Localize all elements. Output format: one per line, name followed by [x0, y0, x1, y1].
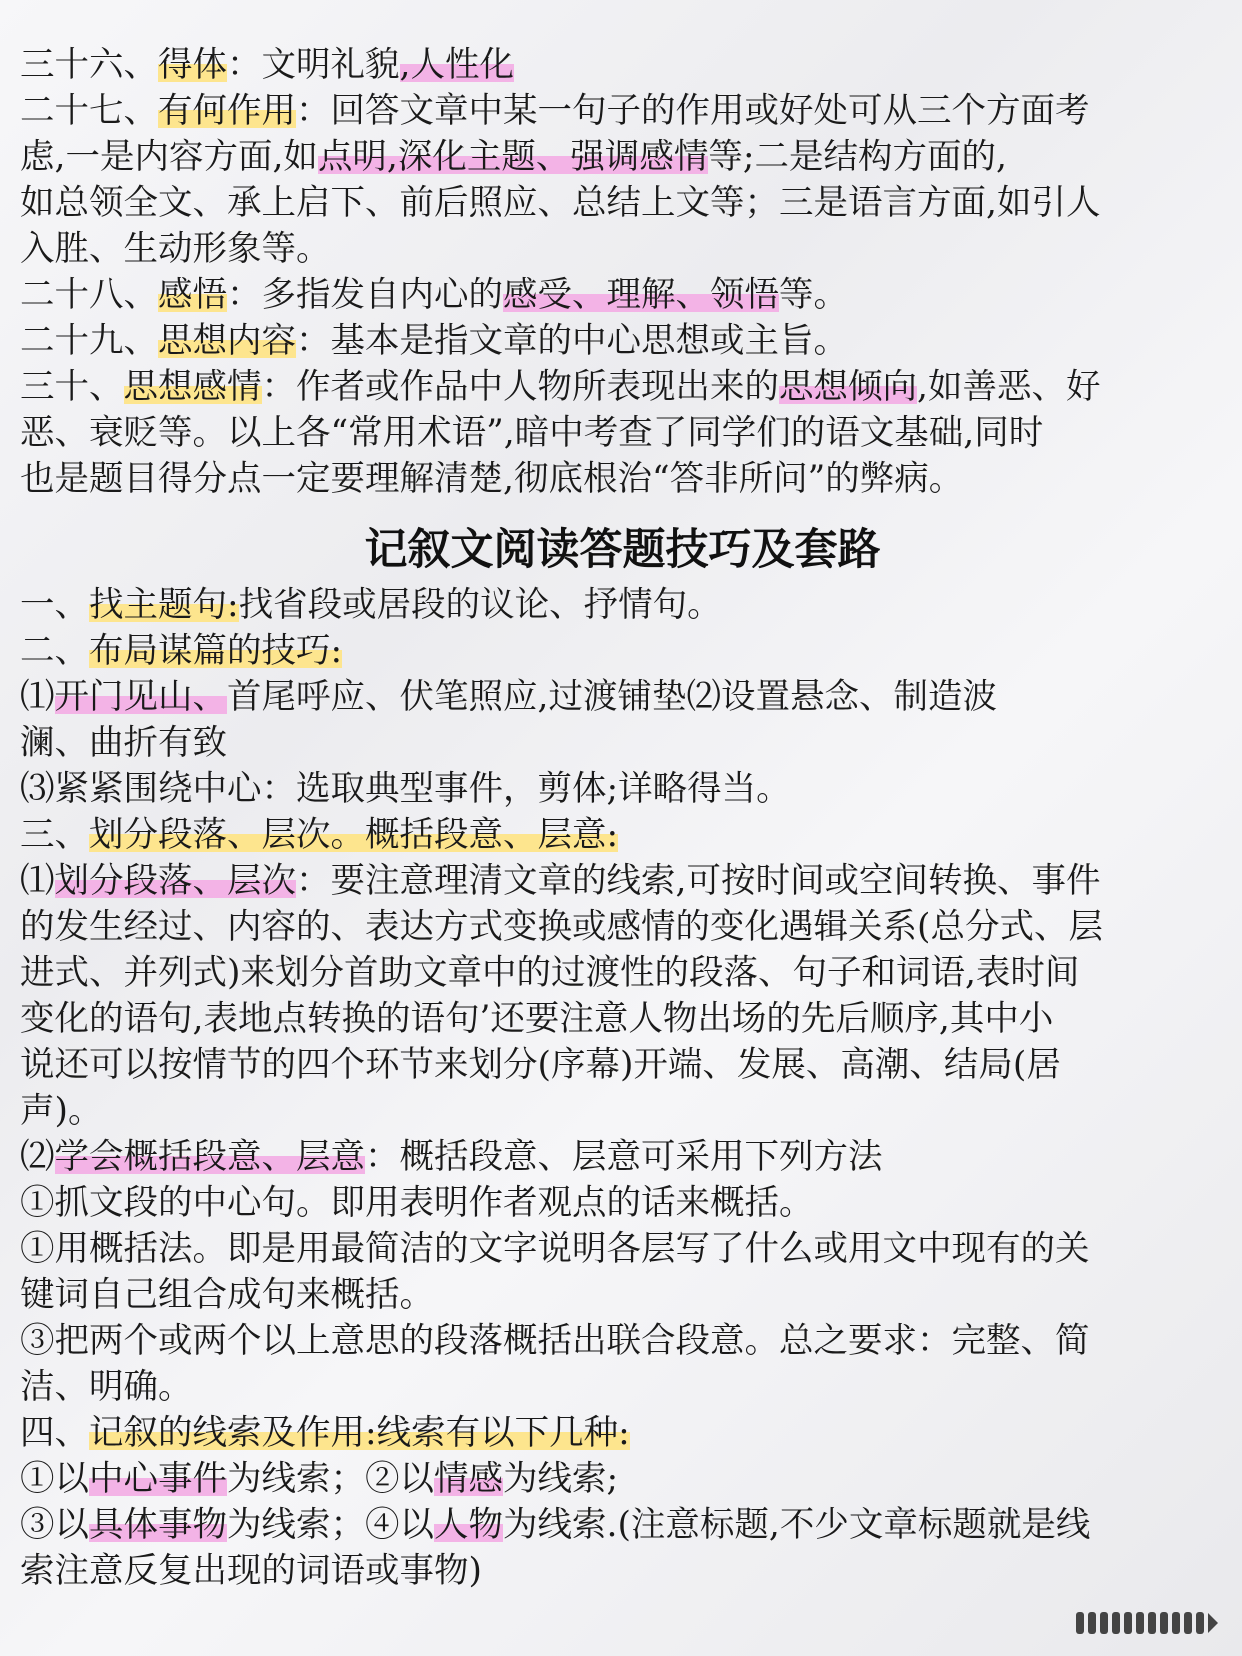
highlighted-term: ,人性化 — [399, 45, 514, 85]
highlighted-term: 感悟 — [158, 275, 227, 315]
text-segment: 进式、并列式)来划分首助文章中的过渡性的段落、句子和词语,表时间 — [20, 953, 1080, 993]
text-segment: 如总领全文、承上启下、前后照应、总结上文等；三是语言方面,如引人 — [20, 183, 1101, 223]
text-line — [20, 1410, 1225, 1456]
text-line — [20, 582, 1225, 628]
text-segment: ①抓文段的中心句。即用表明作者观点的话来概括。 — [20, 1183, 814, 1223]
text-line — [20, 950, 1225, 996]
text-line — [20, 628, 1225, 674]
text-segment: 变化的语句,表地点转换的语句’还要注意人物出场的先后顺序,其中小 — [20, 999, 1054, 1039]
text-line — [20, 720, 1225, 766]
text-segment: ①用概括法。即是用最简洁的文字说明各层写了什么或用文中现有的关 — [20, 1229, 1090, 1269]
text-line — [20, 674, 1225, 720]
text-line — [20, 996, 1225, 1042]
highlighted-term: 具体事物 — [89, 1505, 227, 1545]
text-segment: ⑴ — [20, 677, 55, 717]
text-segment: 恶、衰贬等。以上各“常用术语”,暗中考查了同学们的语文基础,同时 — [20, 413, 1044, 453]
text-segment: 三十、 — [20, 367, 124, 407]
highlighted-term: 找主题句: — [89, 585, 239, 625]
highlighted-term: 记叙的线索及作用:线索有以下几种: — [89, 1413, 630, 1453]
text-line — [20, 1502, 1225, 1548]
text-segment: 为线索；④以 — [227, 1505, 434, 1545]
text-segment: 澜、曲折有致 — [20, 723, 227, 763]
section-title — [20, 520, 1225, 580]
text-segment: 记叙文阅读答题技巧及套路 — [364, 525, 881, 575]
text-segment: ：作者或作品中人物所表现出来的 — [261, 367, 779, 407]
text-line — [20, 226, 1225, 272]
text-line — [20, 766, 1225, 812]
text-line — [20, 1088, 1225, 1134]
text-segment: 首尾呼应、伏笔照应,过渡铺垫⑵设置悬念、制造波 — [227, 677, 997, 717]
text-line — [20, 1364, 1225, 1410]
text-line — [20, 456, 1225, 502]
text-segment: 二十九、 — [20, 321, 158, 361]
text-segment: 声)。 — [20, 1091, 103, 1131]
text-segment: ⑶紧紧围绕中心：选取典型事件，剪体;详略得当。 — [20, 769, 791, 809]
text-line — [20, 1318, 1225, 1364]
text-line — [20, 318, 1225, 364]
text-segment: ⑴ — [20, 861, 55, 901]
text-line — [20, 1042, 1225, 1088]
watermark-bars — [1076, 1612, 1218, 1634]
text-segment: ③把两个或两个以上意思的段落概括出联合段意。总之要求：完整、简 — [20, 1321, 1090, 1361]
text-line — [20, 858, 1225, 904]
text-segment: ：基本是指文章的中心思想或主旨。 — [296, 321, 848, 361]
text-segment: 找省段或居段的议论、抒情句。 — [238, 585, 722, 625]
highlighted-term: 开门见山、 — [54, 677, 227, 717]
text-segment: 也是题目得分点一定要理解清楚,彻底根治“答非所问”的弊病。 — [20, 459, 964, 499]
highlighted-term: 学会概括段意、层意 — [54, 1137, 365, 1177]
text-line — [20, 410, 1225, 456]
text-segment: 为线索.(注意标题,不少文章标题就是线 — [503, 1505, 1091, 1545]
text-line — [20, 812, 1225, 858]
text-segment: 洁、明确。 — [20, 1367, 193, 1407]
text-line — [20, 364, 1225, 410]
text-line — [20, 272, 1225, 318]
text-segment: 虑,一是内容方面,如 — [20, 137, 318, 177]
text-line — [20, 134, 1225, 180]
text-segment: 等;二是结构方面的, — [708, 137, 1007, 177]
text-segment: 为线索; — [503, 1459, 619, 1499]
text-segment: 一、 — [20, 585, 89, 625]
text-segment: 三十六、 — [20, 45, 158, 85]
highlighted-term: 人物 — [434, 1505, 503, 1545]
text-segment: 二、 — [20, 631, 89, 671]
highlighted-term: 有何作用 — [158, 91, 296, 131]
highlighted-term: 点明,深化主题、强调感情 — [317, 137, 709, 177]
text-line — [20, 1180, 1225, 1226]
document-body — [20, 42, 1225, 1594]
text-segment: 索注意反复出现的词语或事物) — [20, 1551, 482, 1591]
text-line — [20, 1272, 1225, 1318]
text-segment: ：回答文章中某一句子的作用或好处可从三个方面考 — [296, 91, 1090, 131]
highlighted-term: 思想内容 — [158, 321, 296, 361]
highlighted-term: 感受、理解、领悟 — [503, 275, 779, 315]
highlighted-term: 得体 — [158, 45, 227, 85]
highlighted-term: 布局谋篇的技巧: — [89, 631, 343, 671]
text-segment: ③以 — [20, 1505, 89, 1545]
text-segment: 四、 — [20, 1413, 89, 1453]
text-segment: 等。 — [779, 275, 848, 315]
text-line — [20, 88, 1225, 134]
text-segment: ：概括段意、层意可采用下列方法 — [365, 1137, 883, 1177]
text-segment: ：多指发自内心的 — [227, 275, 503, 315]
highlighted-term: 思想感情 — [123, 367, 262, 407]
text-segment: 说还可以按情节的四个环节来划分(序幕)开端、发展、高潮、结局(居 — [20, 1045, 1061, 1085]
text-line — [20, 1548, 1225, 1594]
text-line — [20, 1134, 1225, 1180]
highlighted-term: 情感 — [434, 1459, 503, 1499]
text-segment: ⑵ — [20, 1137, 55, 1177]
text-segment: ,如善恶、好 — [917, 367, 1101, 407]
highlighted-term: 划分段落、层次 — [54, 861, 296, 901]
text-segment: ：要注意理清文章的线索,可按时间或空间转换、事件 — [296, 861, 1101, 901]
highlighted-term: 划分段落、层次。概括段意、层意: — [89, 815, 619, 855]
highlighted-term: 中心事件 — [89, 1459, 227, 1499]
text-segment: 三、 — [20, 815, 89, 855]
text-line — [20, 904, 1225, 950]
text-segment: 为线索；②以 — [227, 1459, 434, 1499]
text-segment: 入胜、生动形象等。 — [20, 229, 331, 269]
text-line — [20, 180, 1225, 226]
text-segment: 的发生经过、内容的、表达方式变换或感情的变化遇辑关系(总分式、层 — [20, 907, 1103, 947]
text-line — [20, 1226, 1225, 1272]
text-line — [20, 1456, 1225, 1502]
text-segment: ：文明礼貌 — [227, 45, 400, 85]
text-segment: ①以 — [20, 1459, 89, 1499]
text-segment: 二十八、 — [20, 275, 158, 315]
text-segment: 二十七、 — [20, 91, 158, 131]
text-segment: 键词自己组合成句来概括。 — [20, 1275, 434, 1315]
text-line — [20, 42, 1225, 88]
highlighted-term: 思想倾向 — [779, 367, 917, 407]
